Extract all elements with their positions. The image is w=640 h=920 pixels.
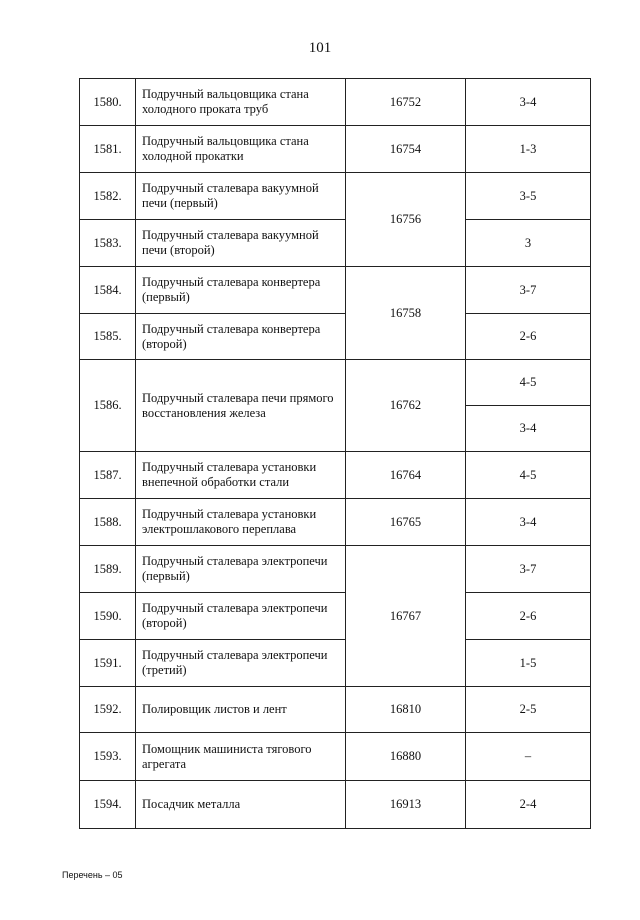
table-row [80,733,591,781]
grade-range: – [466,733,591,781]
occupation-code: 16764 [346,452,466,499]
grade-range: 2-4 [466,781,591,829]
occupation-name: Подручный сталевара конвертера (первый) [136,267,346,314]
table-row [80,687,591,733]
row-number: 1590. [80,593,136,640]
occupation-name: Подручный сталевара электропечи (третий) [136,640,346,687]
occupation-name: Полировщик листов и лент [136,687,346,733]
occupation-code: 16765 [346,499,466,546]
occupation-name: Подручный сталевара вакуумной печи (первый) [136,173,346,220]
row-number: 1589. [80,546,136,593]
occupation-code: 16752 [346,79,466,126]
grade-range: 3 [466,220,591,267]
row-number: 1583. [80,220,136,267]
table-row [80,126,591,173]
occupation-code: 16880 [346,733,466,781]
grade-range: 2-5 [466,687,591,733]
grade-range: 4-5 [466,452,591,499]
grade-range: 4-5 [466,360,591,406]
row-number: 1581. [80,126,136,173]
occupation-code: 16758 [346,267,466,360]
row-number: 1586. [80,360,136,452]
occupation-name: Подручный сталевара конвертера (второй) [136,314,346,360]
table-row [80,640,591,687]
occupation-name: Подручный сталевара электропечи (первый) [136,546,346,593]
page-number: 101 [308,40,332,56]
grade-range: 1-5 [466,640,591,687]
occupation-name: Подручный сталевара печи прямого восстановления железа [136,360,346,452]
occupation-name: Помощник машиниста тягового агрегата [136,733,346,781]
occupation-table [79,78,591,829]
table-row [80,593,591,640]
table-row [80,173,591,220]
occupation-name: Подручный вальцовщика стана холодной прокатки [136,126,346,173]
row-number: 1588. [80,499,136,546]
row-number: 1592. [80,687,136,733]
occupation-code: 16756 [346,173,466,267]
grade-range: 3-7 [466,546,591,593]
grade-range: 1-3 [466,126,591,173]
occupation-name: Посадчик металла [136,781,346,829]
grade-range: 3-7 [466,267,591,314]
occupation-name: Подручный сталевара вакуумной печи (второй) [136,220,346,267]
grade-range: 3-5 [466,173,591,220]
table-row [80,546,591,593]
occupation-name: Подручный сталевара установки внепечной обработки стали [136,452,346,499]
table-row [80,220,591,267]
row-number: 1587. [80,452,136,499]
table-row [80,781,591,829]
occupation-name: Подручный вальцовщика стана холодного проката труб [136,79,346,126]
row-number: 1580. [80,79,136,126]
grade-range: 3-4 [466,406,591,452]
grade-range: 2-6 [466,314,591,360]
table-row [80,79,591,126]
table-row [80,267,591,314]
occupation-name: Подручный сталевара установки электрошлакового переплава [136,499,346,546]
occupation-code: 16767 [346,546,466,687]
occupation-name: Подручный сталевара электропечи (второй) [136,593,346,640]
footer-label: Перечень – 05 [62,870,123,880]
grade-range: 3-4 [466,499,591,546]
grade-range: 3-4 [466,79,591,126]
row-number: 1594. [80,781,136,829]
occupation-code: 16762 [346,360,466,452]
table-row [80,360,591,406]
occupation-code: 16913 [346,781,466,829]
row-number: 1585. [80,314,136,360]
row-number: 1593. [80,733,136,781]
row-number: 1582. [80,173,136,220]
row-number: 1584. [80,267,136,314]
table-row [80,314,591,360]
row-number: 1591. [80,640,136,687]
table-row [80,499,591,546]
occupation-code: 16754 [346,126,466,173]
grade-range: 2-6 [466,593,591,640]
table-row [80,452,591,499]
occupation-code: 16810 [346,687,466,733]
